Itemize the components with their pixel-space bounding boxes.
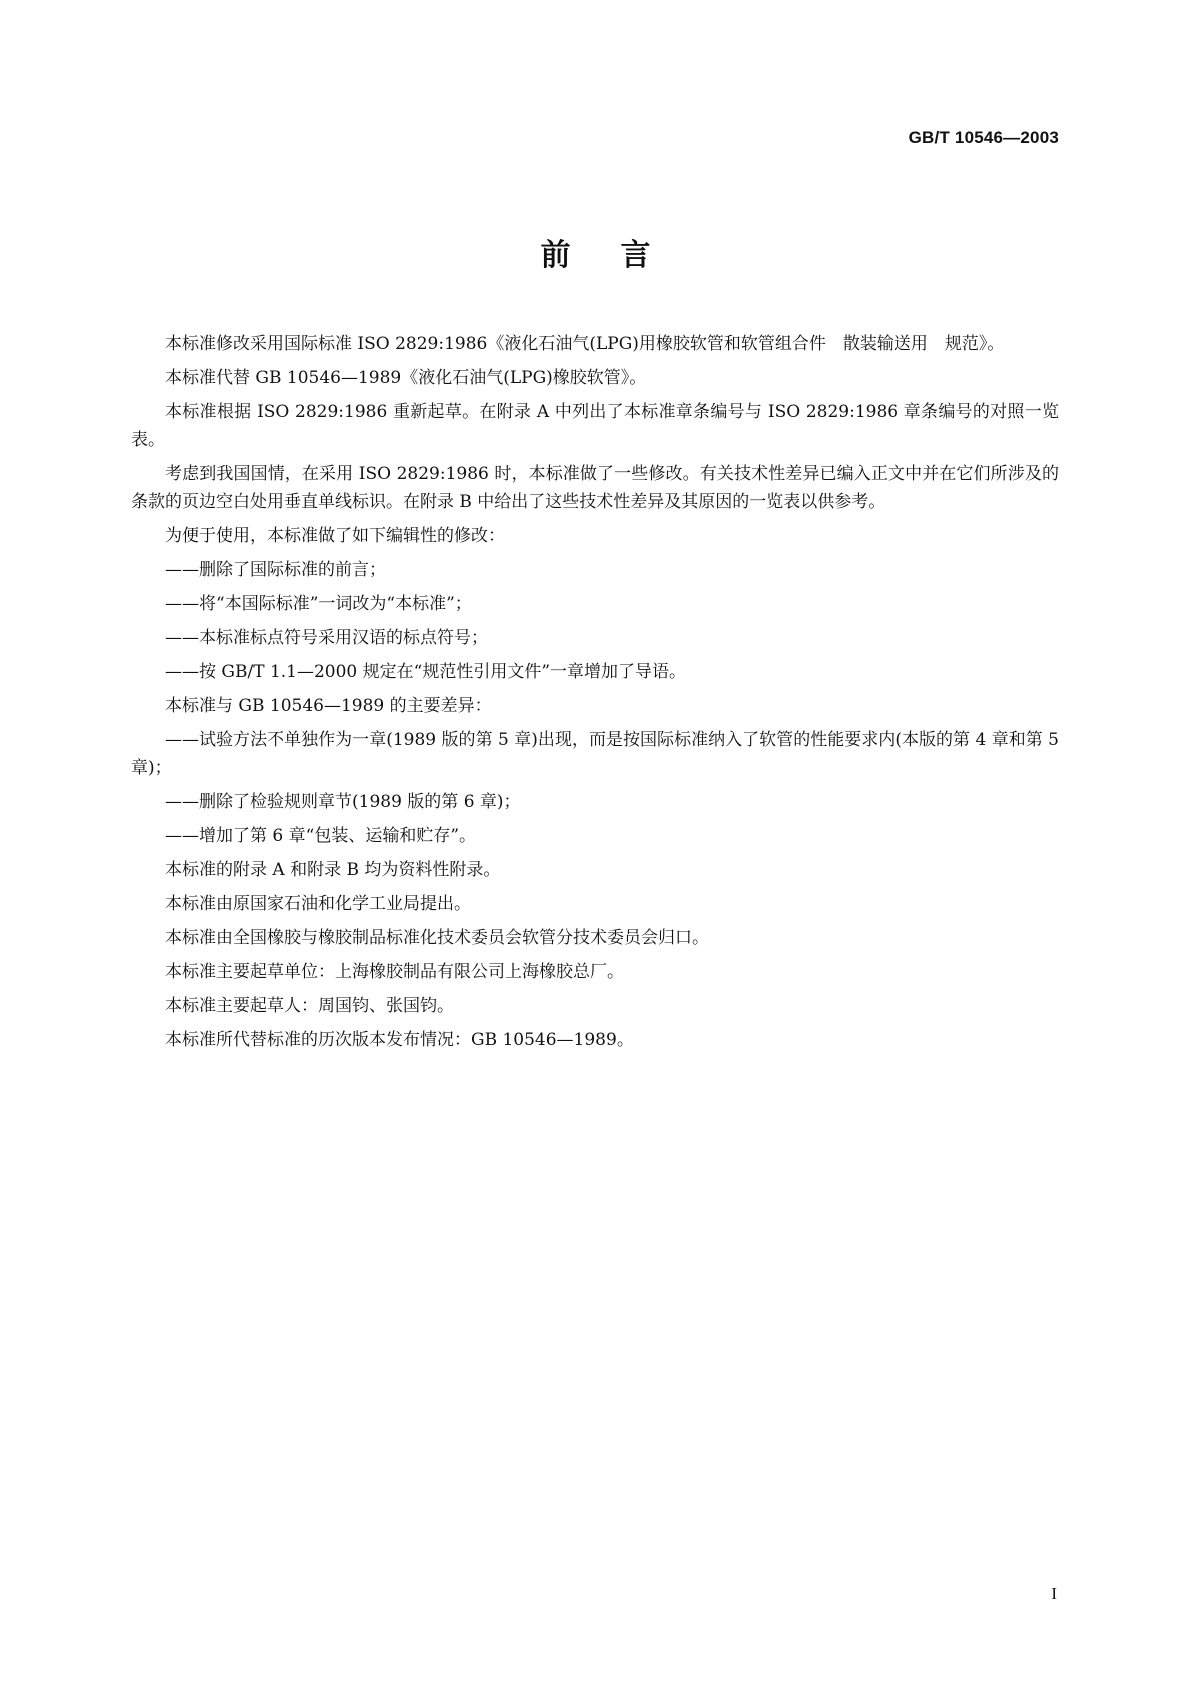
list-item: ——本标准标点符号采用汉语的标点符号； <box>165 628 488 648</box>
paragraph: 为便于使用，本标准做了如下编辑性的修改： <box>165 526 505 546</box>
list-item: ——删除了检验规则章节(1989 版的第 6 章)； <box>165 792 521 812</box>
list-item: ——删除了国际标准的前言； <box>165 560 386 580</box>
paragraph: 本标准主要起草单位：上海橡胶制品有限公司上海橡胶总厂。 <box>165 962 624 982</box>
foreword-body <box>131 330 1059 1060</box>
list-item: ——按 GB/T 1.1—2000 规定在“规范性引用文件”一章增加了导语。 <box>165 662 687 682</box>
paragraph: 本标准代替 GB 10546—1989《液化石油气(LPG)橡胶软管》。 <box>165 368 647 388</box>
paragraph: 本标准由全国橡胶与橡胶制品标准化技术委员会软管分技术委员会归口。 <box>165 928 709 948</box>
paragraph: 本标准修改采用国际标准 ISO 2829:1986《液化石油气(LPG)用橡胶软管和软管组合件 散装输送用 规范》。 <box>165 334 1005 354</box>
paragraph: 本标准的附录 A 和附录 B 均为资料性附录。 <box>165 860 501 880</box>
standard-code: GB/T 10546—2003 <box>908 128 1059 147</box>
list-item: ——试验方法不单独作为一章(1989 版的第 5 章)出现，而是按国际标准纳入了软管的性能要求内(本版的第 4 章和第 5 章)； <box>131 730 1059 778</box>
paragraph: 考虑到我国国情，在采用 ISO 2829:1986 时，本标准做了一些修改。有关技术性差异已编入正文中并在它们所涉及的条款的页边空白处用垂直单线标识。在附录 B 中给出了这些技术性差异及其原因的一览表以供参考。 <box>131 464 1059 512</box>
paragraph: 本标准与 GB 10546—1989 的主要差异： <box>165 696 492 716</box>
paragraph: 本标准所代替标准的历次版本发布情况：GB 10546—1989。 <box>165 1030 634 1050</box>
paragraph: 本标准由原国家石油和化学工业局提出。 <box>165 894 471 914</box>
paragraph: 本标准主要起草人：周国钧、张国钧。 <box>165 996 454 1016</box>
paragraph: 本标准根据 ISO 2829:1986 重新起草。在附录 A 中列出了本标准章条编号与 ISO 2829:1986 章条编号的对照一览表。 <box>131 402 1059 450</box>
list-item: ——将“本国际标准”一词改为“本标准”； <box>165 594 472 614</box>
list-item: ——增加了第 6 章“包装、运输和贮存”。 <box>165 826 477 846</box>
page-title: 前言 <box>540 238 701 273</box>
page-number: I <box>1051 1584 1057 1603</box>
